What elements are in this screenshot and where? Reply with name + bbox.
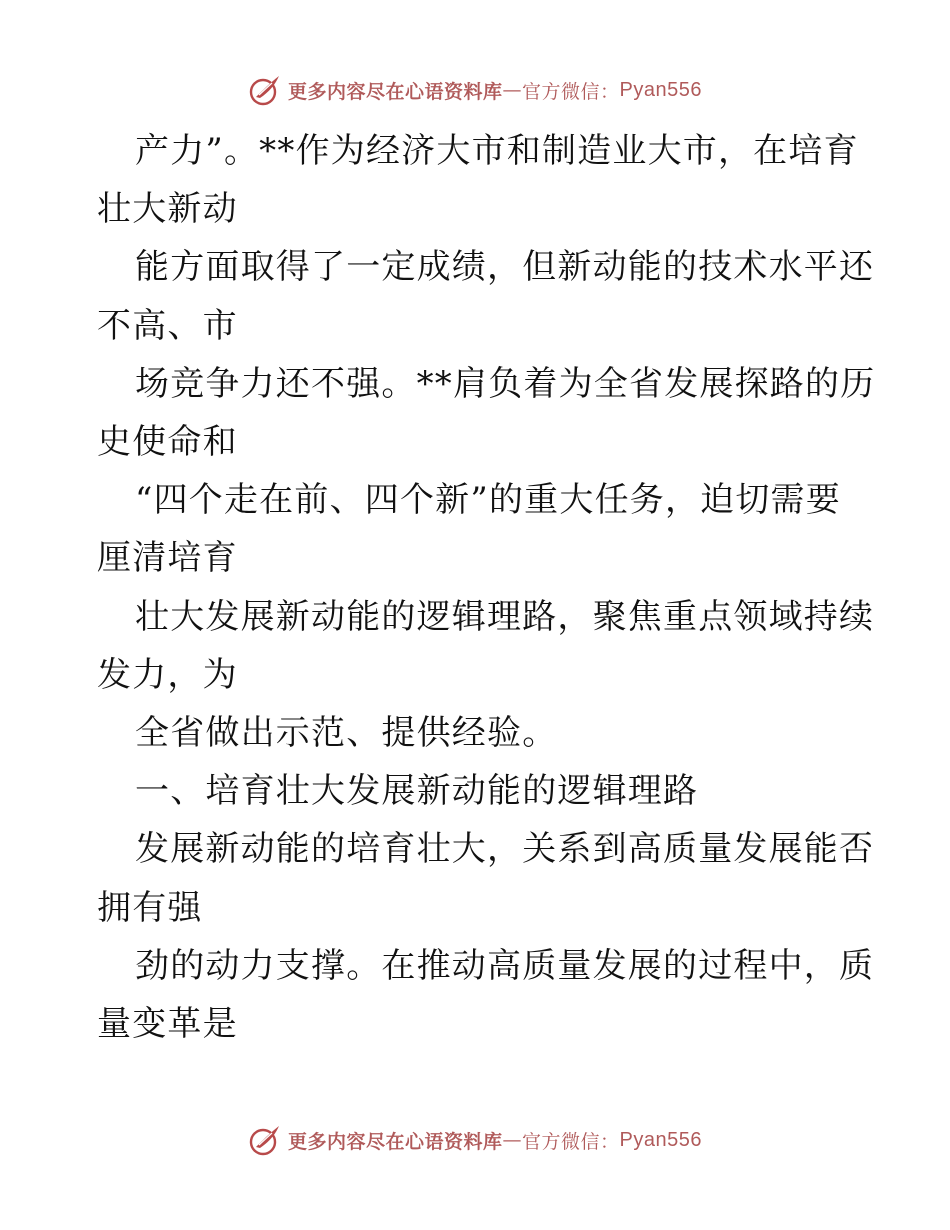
- text-line: 全省做出示范、提供经验。: [135, 713, 558, 754]
- footer-watermark-banner: [0, 1120, 950, 1160]
- banner-dash: —: [502, 79, 523, 101]
- text-line: 厘清培育: [97, 538, 238, 579]
- text-line: 拥有强: [97, 887, 203, 928]
- text-line: 发展新动能的培育壮大，关系到高质量发展能否: [135, 829, 875, 870]
- banner-wechat-label: 官方微信：: [522, 1130, 620, 1153]
- banner-dash: —: [502, 1129, 523, 1151]
- header-watermark-banner: [0, 70, 950, 110]
- banner-wechat-id: Pyan556: [619, 78, 702, 101]
- text-line: 场竞争力还不强。**肩负着为全省发展探路的历: [135, 363, 876, 404]
- text-line: 一、培育壮大发展新动能的逻辑理路: [135, 771, 699, 812]
- banner-site-name: 更多内容尽在心语资料库: [288, 80, 503, 103]
- banner-wechat-id: Pyan556: [619, 1128, 702, 1151]
- text-line: 史使命和: [97, 422, 238, 463]
- banner-site-name: 更多内容尽在心语资料库: [288, 1130, 503, 1153]
- text-line: 不高、市: [97, 305, 238, 346]
- text-line: 壮大新动: [97, 189, 238, 230]
- text-line: 产力”。**作为经济大市和制造业大市，在培育: [135, 131, 859, 171]
- quill-logo-icon: [248, 1123, 282, 1157]
- banner-wechat-label: 官方微信：: [522, 80, 620, 103]
- quill-logo-icon: [248, 73, 282, 107]
- document-body: [97, 122, 876, 1053]
- text-line: 壮大发展新动能的逻辑理路，聚焦重点领域持续: [135, 596, 875, 637]
- text-line: 劲的动力支撑。在推动高质量发展的过程中，质: [135, 945, 875, 986]
- text-line: 发力，为: [97, 654, 238, 695]
- text-line: 量变革是: [97, 1004, 238, 1045]
- text-line: “四个走在前、四个新”的重大任务，迫切需要: [135, 480, 841, 521]
- text-line: 能方面取得了一定成绩，但新动能的技术水平还: [135, 247, 875, 288]
